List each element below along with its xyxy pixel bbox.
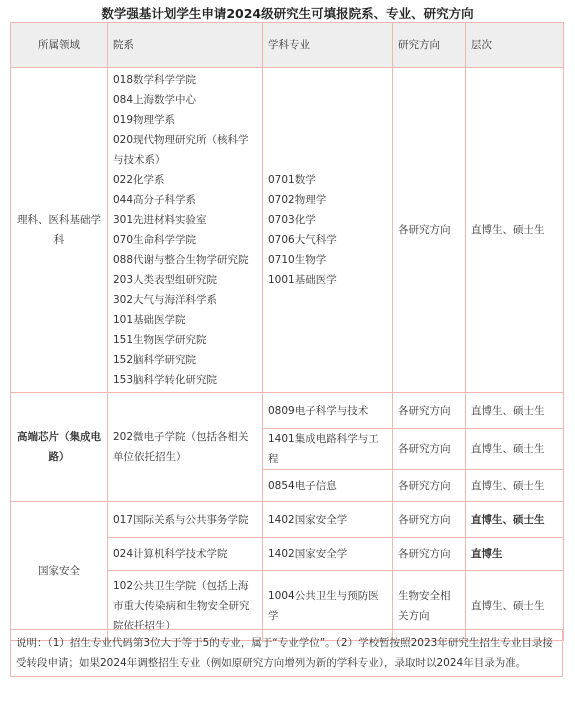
- major-item: 0701数学: [268, 174, 316, 186]
- page-title: 数学强基计划学生申请2024级研究生可填报院系、专业、研究方向: [101, 6, 474, 21]
- direction-cell: 各研究方向: [393, 68, 466, 393]
- header-department: 院系: [108, 23, 263, 68]
- direction-cell: 各研究方向: [393, 470, 466, 502]
- table-header-row: [11, 23, 564, 68]
- major-cell: 1402国家安全学: [263, 502, 393, 538]
- department-item: 152脑科学研究院: [113, 354, 197, 366]
- major-cell: 1402国家安全学: [263, 538, 393, 571]
- major-cell: 1401集成电路科学与工程: [263, 429, 393, 470]
- department-item: 与技术系）: [113, 154, 166, 166]
- major-item: 0710生物学: [268, 254, 327, 266]
- department-item: 084上海数学中心: [113, 94, 197, 106]
- header-major: 学科专业: [263, 23, 393, 68]
- department-item: 153脑科学转化研究院: [113, 374, 218, 386]
- domain-cell: [11, 68, 108, 393]
- level-cell: 直博生、硕士生: [466, 68, 564, 393]
- footnote: 说明：（1）招生专业代码第3位大于等于5的专业，属于“专业学位”。（2）学校暂按照2023年研究生招生专业目录接受转段申请；如果2024年调整招生专业（例如原研究方向增列为新的学科专业），录取时以2024年目录为准。: [10, 629, 563, 677]
- level-cell: 直博生、硕士生: [466, 429, 564, 470]
- domain-cell: [11, 502, 108, 641]
- major-item: 1001基础医学: [268, 274, 337, 286]
- department-item: 070生命科学学院: [113, 234, 197, 246]
- table-row: [11, 68, 564, 393]
- level-cell: 直博生、硕士生: [466, 571, 564, 641]
- table-row: [11, 502, 564, 538]
- department-item: 203人类表型组研究院: [113, 274, 218, 286]
- department-item: 088代谢与整合生物学研究院: [113, 254, 249, 266]
- major-item: 0703化学: [268, 214, 316, 226]
- program-table: [10, 22, 564, 641]
- department-item: 022化学系: [113, 174, 165, 186]
- department-item: 044高分子科学系: [113, 194, 197, 206]
- major-list: [263, 68, 393, 393]
- department-cell: 017国际关系与公共事务学院: [108, 502, 263, 538]
- department-item: 301先进材料实验室: [113, 214, 207, 226]
- department-item: 302大气与海洋科学系: [113, 294, 218, 306]
- department-cell: 202微电子学院（包括各相关单位依托招生）: [108, 393, 263, 502]
- major-cell: 1004公共卫生与预防医学: [263, 571, 393, 641]
- department-cell: 102公共卫生学院（包括上海市重大传染病和生物安全研究院依托招生）: [108, 571, 263, 641]
- domain-label: 国家安全: [38, 565, 80, 577]
- department-item: 101基础医学院: [113, 314, 186, 326]
- level-cell: 直博生、硕士生: [466, 502, 564, 538]
- major-item: 0702物理学: [268, 194, 327, 206]
- department-cell: 024计算机科学技术学院: [108, 538, 263, 571]
- major-cell: 0809电子科学与技术: [263, 393, 393, 429]
- direction-cell: 各研究方向: [393, 502, 466, 538]
- domain-label: 理科、医科基础学科: [17, 214, 101, 246]
- header-level: 层次: [466, 23, 564, 68]
- major-cell: 0854电子信息: [263, 470, 393, 502]
- department-item: 151生物医学研究院: [113, 334, 207, 346]
- header-direction: 研究方向: [393, 23, 466, 68]
- level-cell: 直博生、硕士生: [466, 470, 564, 502]
- header-domain: 所属领域: [11, 23, 108, 68]
- table-row: [11, 393, 564, 429]
- major-item: 0706大气科学: [268, 234, 337, 246]
- department-item: 020现代物理研究所（核科学: [113, 134, 249, 146]
- direction-cell: 生物安全相关方向: [393, 571, 466, 641]
- department-item: 019物理学系: [113, 114, 176, 126]
- direction-cell: 各研究方向: [393, 429, 466, 470]
- domain-cell: [11, 393, 108, 502]
- direction-cell: 各研究方向: [393, 538, 466, 571]
- level-cell: 直博生、硕士生: [466, 393, 564, 429]
- level-cell: 直博生: [466, 538, 564, 571]
- department-item: 018数学科学学院: [113, 74, 197, 86]
- direction-cell: 各研究方向: [393, 393, 466, 429]
- department-list: [108, 68, 263, 393]
- domain-label: 高端芯片（集成电路）: [17, 431, 101, 463]
